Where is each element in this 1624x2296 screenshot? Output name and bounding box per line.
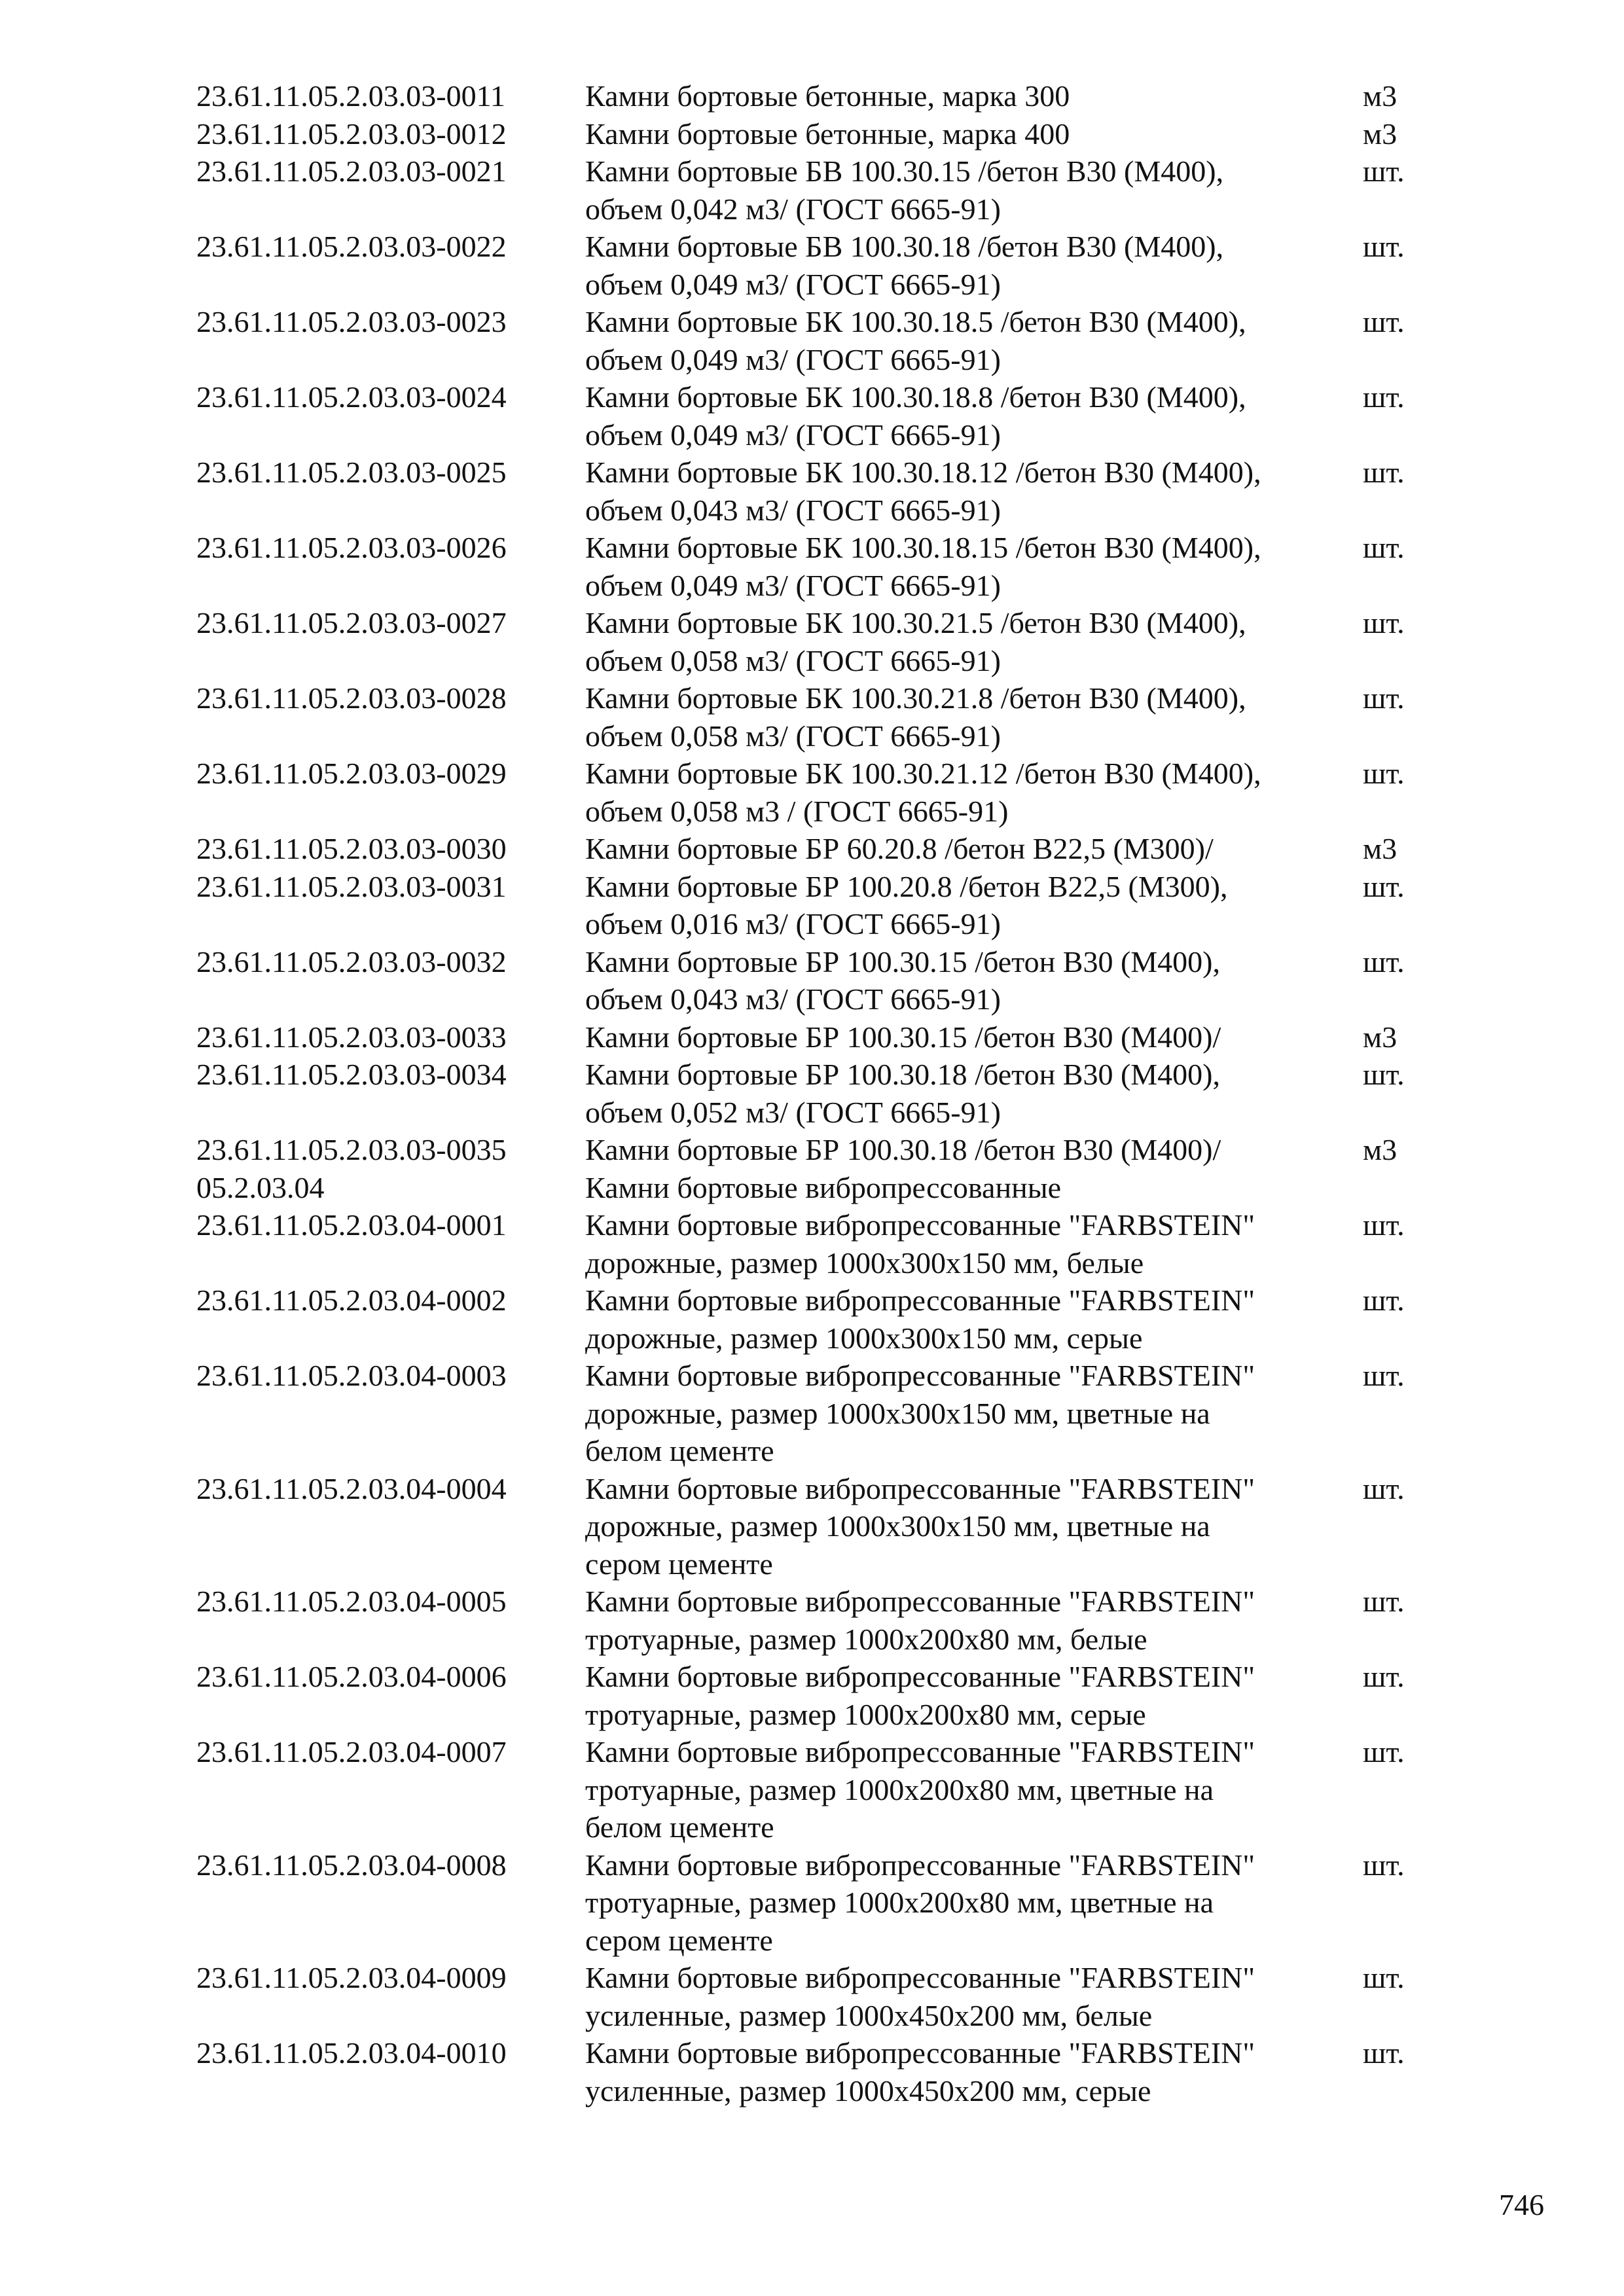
price-list-table <box>196 77 1440 2109</box>
item-code: 23.61.11.05.2.03.04-0008 <box>196 1848 507 1882</box>
item-code: 23.61.11.05.2.03.03-0024 <box>196 380 507 414</box>
item-name: Камни бортовые БР 60.20.8 /бетон В22,5 (М300)/ <box>585 832 1214 865</box>
item-name: Камни бортовые бетонные, марка 400 <box>585 117 1070 151</box>
item-unit: шт. <box>1363 2036 1405 2070</box>
item-name: Камни бортовые БК 100.30.21.12 /бетон В30 (М400), объем 0,058 м3 / (ГОСТ 6665-91) <box>585 757 1261 828</box>
table-row <box>196 529 1440 604</box>
table-row <box>196 1282 1440 1357</box>
table-row <box>196 1583 1440 1658</box>
item-code: 23.61.11.05.2.03.03-0032 <box>196 944 507 978</box>
item-code: 23.61.11.05.2.03.03-0033 <box>196 1020 507 1054</box>
item-code: 23.61.11.05.2.03.04-0001 <box>196 1208 507 1242</box>
item-code: 23.61.11.05.2.03.03-0025 <box>196 456 507 489</box>
table-row <box>196 679 1440 755</box>
item-unit: шт. <box>1363 456 1405 489</box>
item-code: 23.61.11.05.2.03.03-0021 <box>196 154 507 188</box>
table-row <box>196 152 1440 228</box>
item-unit: м3 <box>1363 1020 1398 1054</box>
table-row <box>196 1018 1440 1056</box>
item-name: Камни бортовые вибропрессованные "FARBSTEIN" тротуарные, размер 1000х200х80 мм, белые <box>585 1585 1255 1656</box>
item-unit: шт. <box>1363 1585 1405 1618</box>
item-unit: шт. <box>1363 1660 1405 1693</box>
table-row <box>196 378 1440 454</box>
item-name: Камни бортовые вибропрессованные "FARBSTEIN" тротуарные, размер 1000х200х80 мм, цветные на белом цементе <box>585 1735 1255 1844</box>
item-code: 23.61.11.05.2.03.03-0012 <box>196 117 507 151</box>
item-unit: шт. <box>1363 1471 1405 1505</box>
table-row <box>196 1357 1440 1470</box>
item-code: 23.61.11.05.2.03.03-0023 <box>196 305 507 338</box>
item-code: 23.61.11.05.2.03.04-0006 <box>196 1660 507 1693</box>
table-row <box>196 454 1440 529</box>
item-name: Камни бортовые БР 100.30.15 /бетон В30 (М400), объем 0,043 м3/ (ГОСТ 6665-91) <box>585 944 1220 1016</box>
table-row <box>196 77 1440 115</box>
table-row <box>196 1169 1440 1207</box>
item-name: Камни бортовые БВ 100.30.15 /бетон В30 (М400), объем 0,042 м3/ (ГОСТ 6665-91) <box>585 154 1224 226</box>
item-name: Камни бортовые БК 100.30.18.12 /бетон В30 (М400), объем 0,043 м3/ (ГОСТ 6665-91) <box>585 456 1261 527</box>
table-row <box>196 604 1440 679</box>
item-unit: шт. <box>1363 305 1405 338</box>
item-code: 23.61.11.05.2.03.03-0026 <box>196 531 507 564</box>
item-unit: шт. <box>1363 380 1405 414</box>
item-name: Камни бортовые вибропрессованные "FARBSTEIN" дорожные, размер 1000х300х150 мм, серые <box>585 1283 1255 1355</box>
table-row <box>196 2034 1440 2109</box>
item-name: Камни бортовые БК 100.30.21.8 /бетон В30 (М400), объем 0,058 м3/ (ГОСТ 6665-91) <box>585 681 1246 753</box>
item-code: 23.61.11.05.2.03.04-0005 <box>196 1585 507 1618</box>
item-code: 23.61.11.05.2.03.03-0030 <box>196 832 507 865</box>
item-name: Камни бортовые БР 100.30.15 /бетон В30 (М400)/ <box>585 1020 1221 1054</box>
table-row <box>196 1733 1440 1846</box>
item-name: Камни бортовые вибропрессованные <box>585 1170 1062 1204</box>
item-name: Камни бортовые БР 100.30.18 /бетон В30 (М400), объем 0,052 м3/ (ГОСТ 6665-91) <box>585 1058 1220 1129</box>
item-unit: шт. <box>1363 1961 1405 1994</box>
item-unit: м3 <box>1363 832 1398 865</box>
item-code: 23.61.11.05.2.03.03-0011 <box>196 79 505 113</box>
item-name: Камни бортовые вибропрессованные "FARBSTEIN" дорожные, размер 1000х300х150 мм, белые <box>585 1208 1255 1280</box>
table-row <box>196 1131 1440 1169</box>
table-row <box>196 943 1440 1018</box>
item-unit: шт. <box>1363 757 1405 790</box>
item-unit: шт. <box>1363 1735 1405 1768</box>
item-name: Камни бортовые вибропрессованные "FARBSTEIN" тротуарные, размер 1000х200х80 мм, серые <box>585 1660 1255 1731</box>
item-unit: шт. <box>1363 1848 1405 1882</box>
item-code: 23.61.11.05.2.03.04-0010 <box>196 2036 507 2070</box>
table-row <box>196 1056 1440 1131</box>
item-name: Камни бортовые вибропрессованные "FARBSTEIN" тротуарные, размер 1000х200х80 мм, цветные на сером цементе <box>585 1848 1255 1957</box>
item-unit: шт. <box>1363 681 1405 715</box>
item-name: Камни бортовые БР 100.30.18 /бетон В30 (М400)/ <box>585 1133 1221 1166</box>
item-name: Камни бортовые БК 100.30.18.15 /бетон В30 (М400), объем 0,049 м3/ (ГОСТ 6665-91) <box>585 531 1261 602</box>
item-name: Камни бортовые БВ 100.30.18 /бетон В30 (М400), объем 0,049 м3/ (ГОСТ 6665-91) <box>585 230 1224 301</box>
item-unit: шт. <box>1363 531 1405 564</box>
table-row <box>196 115 1440 153</box>
item-unit: шт. <box>1363 944 1405 978</box>
page-number: 746 <box>1499 2188 1544 2221</box>
item-name: Камни бортовые вибропрессованные "FARBSTEIN" дорожные, размер 1000х300х150 мм, цветные на белом цементе <box>585 1359 1255 1467</box>
item-name: Камни бортовые вибропрессованные "FARBSTEIN" усиленные, размер 1000х450х200 мм, белые <box>585 1961 1255 2032</box>
item-unit: шт. <box>1363 1058 1405 1091</box>
table-row <box>196 830 1440 868</box>
item-name: Камни бортовые вибропрессованные "FARBSTEIN" дорожные, размер 1000х300х150 мм, цветные на сером цементе <box>585 1471 1255 1581</box>
table-row <box>196 1959 1440 2034</box>
item-code: 23.61.11.05.2.03.04-0009 <box>196 1961 507 1994</box>
item-unit: м3 <box>1363 1133 1398 1166</box>
item-name: Камни бортовые БК 100.30.18.8 /бетон В30 (М400), объем 0,049 м3/ (ГОСТ 6665-91) <box>585 380 1246 452</box>
item-code: 23.61.11.05.2.03.03-0034 <box>196 1058 507 1091</box>
item-name: Камни бортовые БК 100.30.18.5 /бетон В30 (М400), объем 0,049 м3/ (ГОСТ 6665-91) <box>585 305 1246 376</box>
item-unit: шт. <box>1363 869 1405 903</box>
item-code: 23.61.11.05.2.03.03-0031 <box>196 869 507 903</box>
item-code: 23.61.11.05.2.03.03-0028 <box>196 681 507 715</box>
item-code: 23.61.11.05.2.03.03-0035 <box>196 1133 507 1166</box>
table-row <box>196 868 1440 943</box>
item-unit: шт. <box>1363 230 1405 263</box>
item-name: Камни бортовые вибропрессованные "FARBSTEIN" усиленные, размер 1000х450х200 мм, серые <box>585 2036 1255 2108</box>
table-row <box>196 755 1440 830</box>
item-code: 23.61.11.05.2.03.04-0004 <box>196 1471 507 1505</box>
table-row <box>196 1470 1440 1583</box>
item-code: 23.61.11.05.2.03.03-0022 <box>196 230 507 263</box>
item-name: Камни бортовые БР 100.20.8 /бетон В22,5 (М300), объем 0,016 м3/ (ГОСТ 6665-91) <box>585 869 1228 941</box>
table-row <box>196 1658 1440 1733</box>
table-row <box>196 1846 1440 1960</box>
table-row <box>196 1206 1440 1282</box>
item-code: 23.61.11.05.2.03.04-0007 <box>196 1735 507 1768</box>
table-row <box>196 228 1440 303</box>
item-name: Камни бортовые бетонные, марка 300 <box>585 79 1070 113</box>
item-code: 23.61.11.05.2.03.04-0002 <box>196 1283 507 1317</box>
item-unit: шт. <box>1363 1359 1405 1392</box>
item-unit: шт. <box>1363 606 1405 639</box>
item-code: 23.61.11.05.2.03.03-0027 <box>196 606 507 639</box>
item-unit: м3 <box>1363 117 1398 151</box>
item-unit: шт. <box>1363 154 1405 188</box>
table-row <box>196 303 1440 378</box>
item-unit: шт. <box>1363 1208 1405 1242</box>
item-code: 23.61.11.05.2.03.03-0029 <box>196 757 507 790</box>
item-unit: шт. <box>1363 1283 1405 1317</box>
item-unit: м3 <box>1363 79 1398 113</box>
item-name: Камни бортовые БК 100.30.21.5 /бетон В30 (М400), объем 0,058 м3/ (ГОСТ 6665-91) <box>585 606 1246 677</box>
item-code: 23.61.11.05.2.03.04-0003 <box>196 1359 507 1392</box>
item-code: 05.2.03.04 <box>196 1170 325 1204</box>
